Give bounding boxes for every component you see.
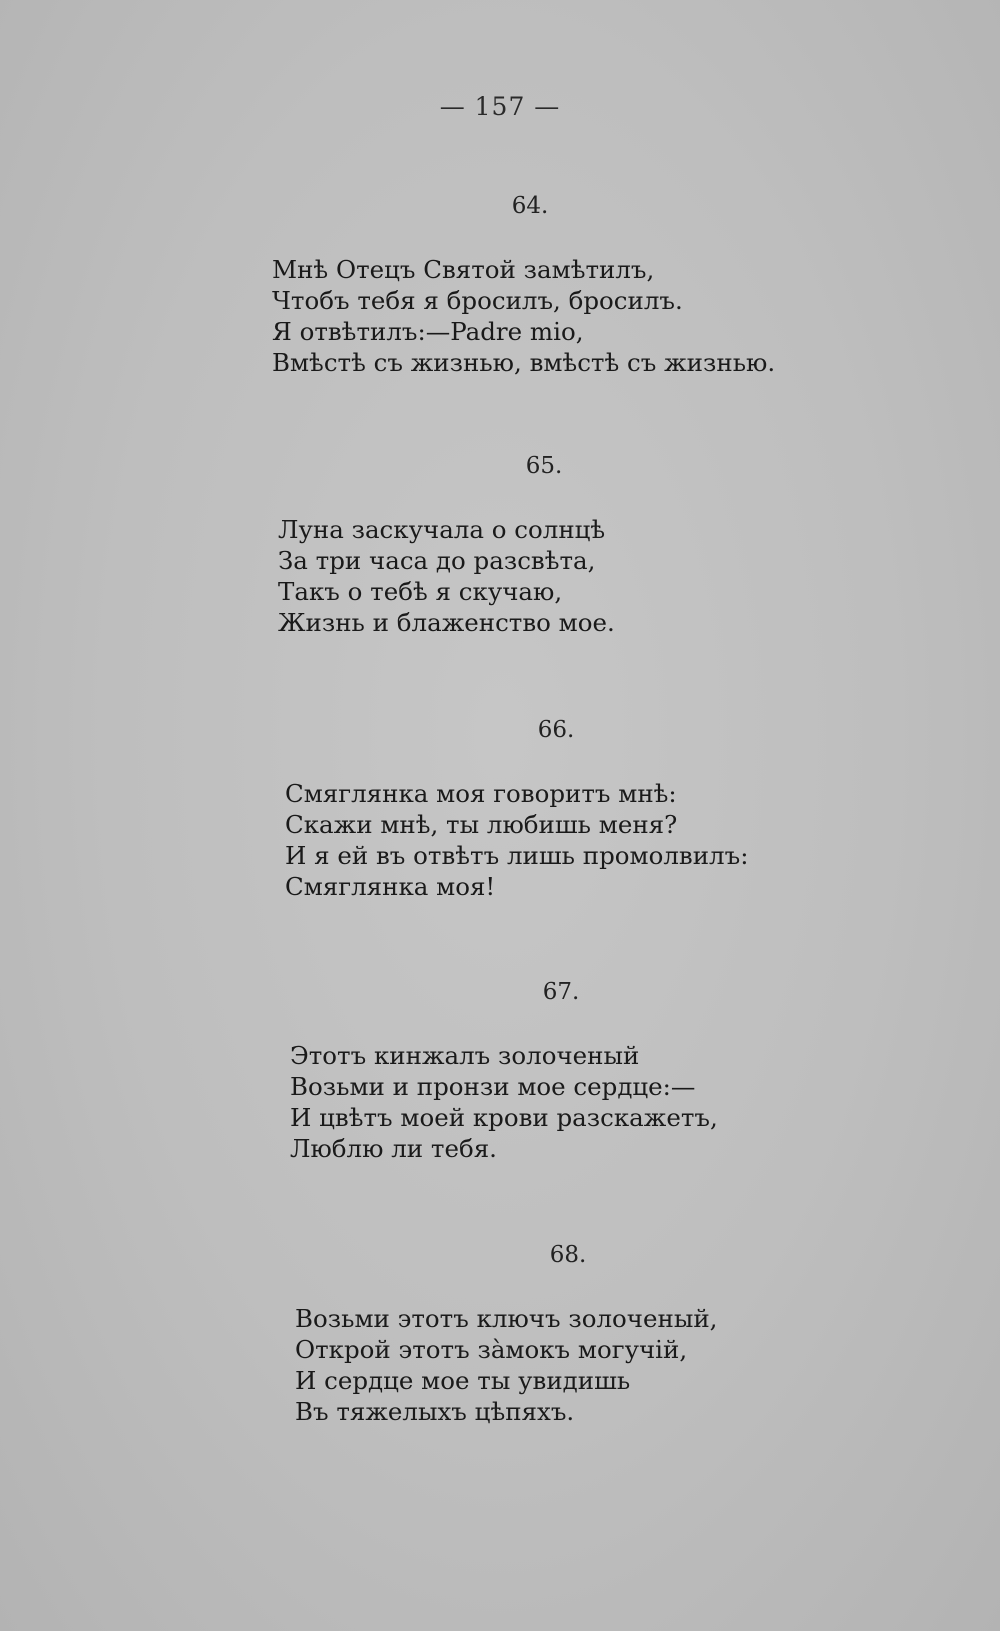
verse-line: За три часа до разсвѣта, — [278, 546, 596, 575]
verse-line: Открой этотъ зàмокъ могучій, — [295, 1335, 688, 1364]
verse-line: И я ей въ отвѣтъ лишь промолвилъ: — [285, 841, 749, 870]
stanza-number: 64. — [511, 193, 549, 219]
page-number: — 157 — — [439, 92, 561, 121]
verse-line: Люблю ли тебя. — [290, 1134, 497, 1163]
stanza-number: 65. — [525, 453, 563, 479]
verse-line: Такъ о тебѣ я скучаю, — [278, 577, 563, 606]
verse-line: Вмѣстѣ съ жизнью, вмѣстѣ съ жизнью. — [272, 348, 776, 377]
verse-line: И сердце мое ты увидишь — [295, 1366, 631, 1395]
verse-line: Смяглянка моя говоритъ мнѣ: — [285, 779, 677, 808]
verse-line: Этотъ кинжалъ золоченый — [290, 1041, 640, 1070]
stanza-number: 66. — [537, 717, 575, 743]
verse-line: Возьми этотъ ключъ золоченый, — [295, 1304, 718, 1333]
verse-line: Жизнь и блаженство мое. — [278, 608, 615, 637]
verse-line: Смяглянка моя! — [285, 872, 496, 901]
stanza-number: 68. — [549, 1242, 587, 1268]
verse-line: Скажи мнѣ, ты любишь меня? — [285, 810, 678, 839]
verse-line: Въ тяжелыхъ цѣпяхъ. — [295, 1397, 575, 1426]
verse-line: И цвѣтъ моей крови разскажетъ, — [290, 1103, 718, 1132]
verse-line: Мнѣ Отецъ Святой замѣтилъ, — [272, 255, 655, 284]
verse-line: Чтобъ тебя я бросилъ, бросилъ. — [272, 286, 683, 315]
verse-line: Луна заскучала о солнцѣ — [278, 515, 606, 544]
verse-line: Я отвѣтилъ:—Padre mio, — [272, 317, 584, 346]
stanza-number: 67. — [542, 979, 580, 1005]
verse-line: Возьми и пронзи мое сердце:— — [290, 1072, 696, 1101]
